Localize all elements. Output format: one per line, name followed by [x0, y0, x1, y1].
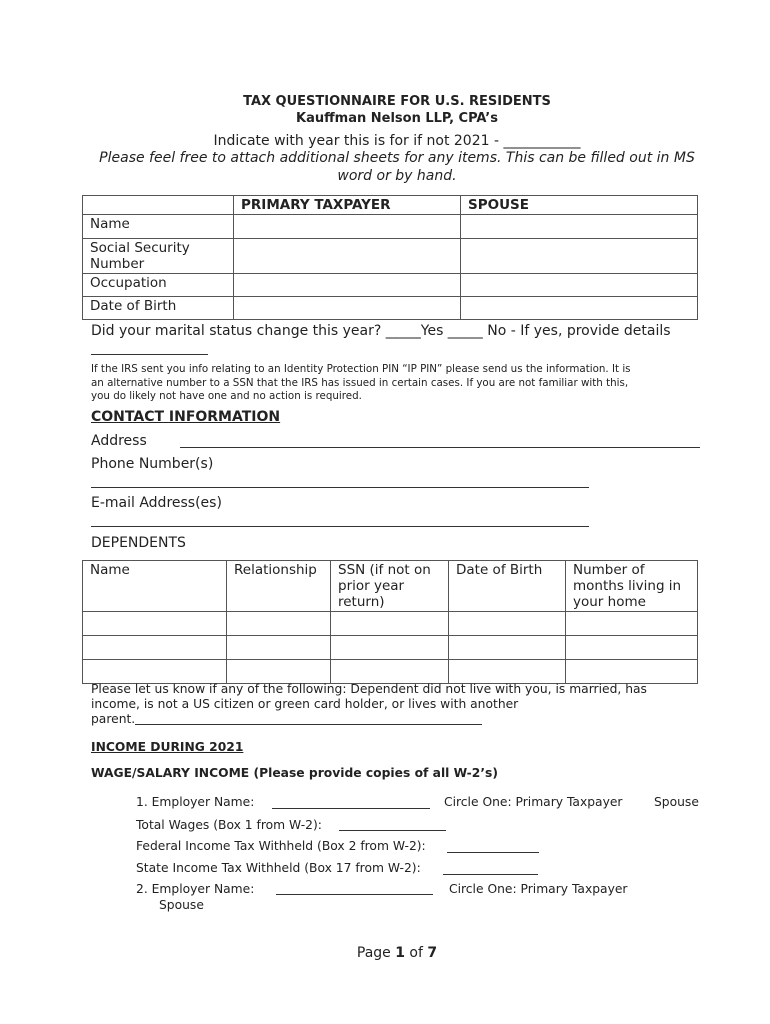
year-prompt: Indicate with year this is for if not 2021 - ___________ — [213, 133, 581, 149]
primary-occupation-field[interactable] — [234, 274, 461, 297]
email-label: E-mail Address(es) — [91, 495, 222, 511]
spouse-name-field[interactable] — [461, 215, 698, 239]
page-of: of — [404, 945, 428, 961]
employer2-field[interactable] — [276, 894, 433, 895]
table-row — [83, 612, 698, 636]
row-label-occupation: Occupation — [83, 274, 234, 297]
dep-cell[interactable] — [566, 660, 698, 684]
employer2-label: 2. Employer Name: — [136, 882, 255, 896]
table-header-primary: PRIMARY TAXPAYER — [234, 196, 461, 215]
email-field[interactable] — [91, 526, 589, 527]
table-header-blank — [83, 196, 234, 215]
dependents-table — [82, 560, 698, 684]
ip-pin-note-line3: you do likely not have one and no action is required. — [91, 390, 362, 402]
address-field[interactable] — [180, 447, 700, 448]
spouse-ssn-field[interactable] — [461, 239, 698, 274]
state-withheld-label: State Income Tax Withheld (Box 17 from W-2): — [136, 861, 421, 875]
ip-pin-note-line2: an alternative number to a SSN that the IRS has issued in certain cases. If you are not familiar with this, — [91, 377, 629, 389]
dep-header-ssn: SSN (if not on prior year return) — [331, 561, 449, 612]
spouse-occupation-field[interactable] — [461, 274, 698, 297]
dep-cell[interactable] — [227, 612, 331, 636]
spouse-dob-field[interactable] — [461, 297, 698, 320]
row-label-ssn: Social Security Number — [83, 239, 234, 274]
primary-name-field[interactable] — [234, 215, 461, 239]
attach-note-line1: Please feel free to attach additional sheets for any items. This can be filled out in MS — [99, 150, 695, 166]
contact-heading: CONTACT INFORMATION — [91, 409, 281, 425]
wage-heading: WAGE/SALARY INCOME (Please provide copies of all W-2’s) — [91, 766, 498, 780]
dep-header-months: Number of months living in your home — [566, 561, 698, 612]
dep-cell[interactable] — [227, 660, 331, 684]
employer2-circle-one: Circle One: Primary Taxpayer — [449, 882, 628, 896]
dependents-note-field[interactable] — [135, 724, 482, 725]
page-prefix: Page — [356, 945, 396, 961]
federal-withheld-field[interactable] — [447, 852, 539, 853]
document-title: TAX QUESTIONNAIRE FOR U.S. RESIDENTS — [243, 94, 551, 109]
dependents-note-line1: Please let us know if any of the following: Dependent did not live with you, is married, has — [91, 682, 647, 696]
primary-ssn-field[interactable] — [234, 239, 461, 274]
dep-cell[interactable] — [331, 612, 449, 636]
employer2-spouse: Spouse — [159, 898, 204, 912]
marital-status-question: Did your marital status change this year? _____Yes _____ No - If yes, provide details — [91, 323, 671, 339]
dep-cell[interactable] — [227, 636, 331, 660]
firm-name: Kauffman Nelson LLP, CPA’s — [296, 111, 498, 126]
total-wages-field[interactable] — [339, 830, 446, 831]
state-withheld-field[interactable] — [443, 874, 538, 875]
dep-cell[interactable] — [83, 636, 227, 660]
dep-cell[interactable] — [449, 636, 566, 660]
phone-label: Phone Number(s) — [91, 456, 214, 472]
dep-cell[interactable] — [566, 636, 698, 660]
dep-cell[interactable] — [83, 612, 227, 636]
page-number — [0, 946, 770, 960]
dep-cell[interactable] — [449, 612, 566, 636]
dep-header-dob: Date of Birth — [449, 561, 566, 612]
dep-header-relationship: Relationship — [227, 561, 331, 612]
dependents-note-line2: income, is not a US citizen or green card holder, or lives with another — [91, 697, 519, 711]
employer1-circle-one: Circle One: Primary Taxpayer — [444, 795, 623, 809]
marital-details-line[interactable] — [91, 354, 208, 355]
taxpayer-table — [82, 195, 698, 320]
dep-cell[interactable] — [566, 612, 698, 636]
income-heading: INCOME DURING 2021 — [91, 740, 244, 754]
table-header-spouse: SPOUSE — [461, 196, 698, 215]
row-label-dob: Date of Birth — [83, 297, 234, 320]
table-row — [83, 636, 698, 660]
dep-cell[interactable] — [331, 636, 449, 660]
dep-cell[interactable] — [83, 660, 227, 684]
dep-header-name: Name — [83, 561, 227, 612]
row-label-name: Name — [83, 215, 234, 239]
employer1-spouse: Spouse — [654, 795, 699, 809]
dep-cell[interactable] — [449, 660, 566, 684]
dependents-heading: DEPENDENTS — [91, 535, 186, 551]
attach-note-line2: word or by hand. — [337, 168, 457, 184]
dep-cell[interactable] — [331, 660, 449, 684]
ip-pin-note-line1: If the IRS sent you info relating to an Identity Protection PIN “IP PIN” please send us the information. It is — [91, 363, 631, 375]
address-label: Address — [91, 433, 147, 449]
employer1-label: 1. Employer Name: — [136, 795, 255, 809]
federal-withheld-label: Federal Income Tax Withheld (Box 2 from W-2): — [136, 839, 426, 853]
primary-dob-field[interactable] — [234, 297, 461, 320]
page-current: 1 — [395, 945, 405, 961]
employer1-field[interactable] — [272, 808, 430, 809]
total-wages-label: Total Wages (Box 1 from W-2): — [136, 818, 322, 832]
page-total: 7 — [427, 945, 438, 961]
table-row — [83, 660, 698, 684]
phone-field[interactable] — [91, 487, 589, 488]
dependents-note-line3: parent. — [91, 712, 136, 726]
